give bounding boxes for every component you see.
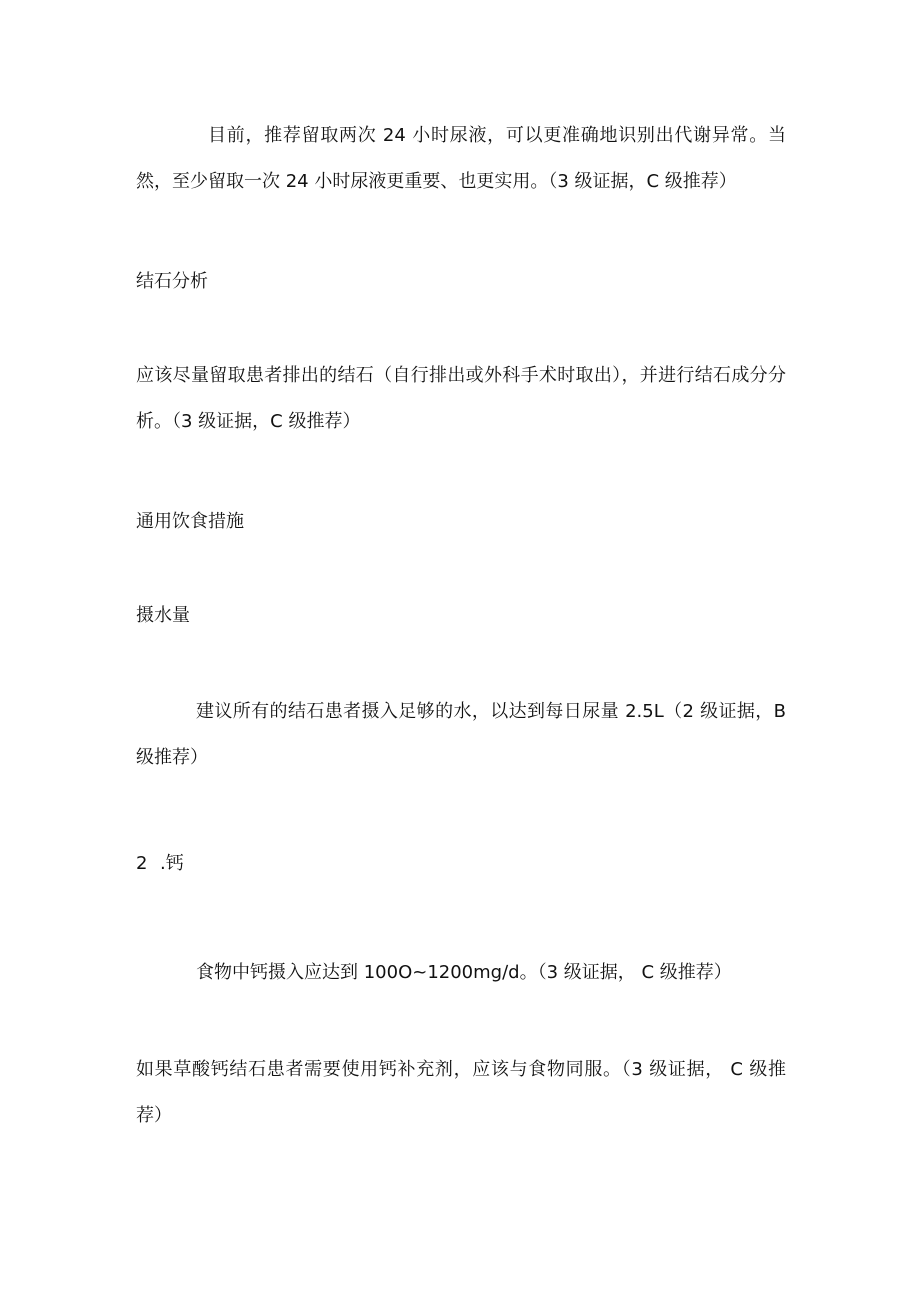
heading-stone-analysis: 结石分析 [136,271,208,292]
paragraph-24h-urine: 目前，推荐留取两次 24 小时尿液，可以更准确地识别出代谢异常。当然，至少留取一次 24 小时尿液更重要、也更实用。（3 级证据，C 级推荐） [136,125,786,192]
paragraph-water-intake: 建议所有的结石患者摄入足够的水，以达到每日尿量 2.5L（2 级证据，B 级推荐） [136,701,786,768]
heading-calcium-number: 2 [136,853,148,874]
paragraph-calcium-supplement: 如果草酸钙结石患者需要使用钙补充剂，应该与食物同服。（3 级证据， C 级推荐） [136,1059,786,1126]
heading-water-intake: 摄水量 [136,605,190,626]
paragraph-calcium-intake: 食物中钙摄入应达到 100O~1200mg∕d。（3 级证据， C 级推荐） [196,962,732,983]
heading-calcium-title: .钙 [160,853,184,874]
heading-calcium [136,852,184,876]
paragraph-stone-analysis: 应该尽量留取患者排出的结石（自行排出或外科手术时取出），并进行结石成分分析。（3 级证据，C 级推荐） [136,365,786,432]
heading-general-diet: 通用饮食措施 [136,511,244,532]
